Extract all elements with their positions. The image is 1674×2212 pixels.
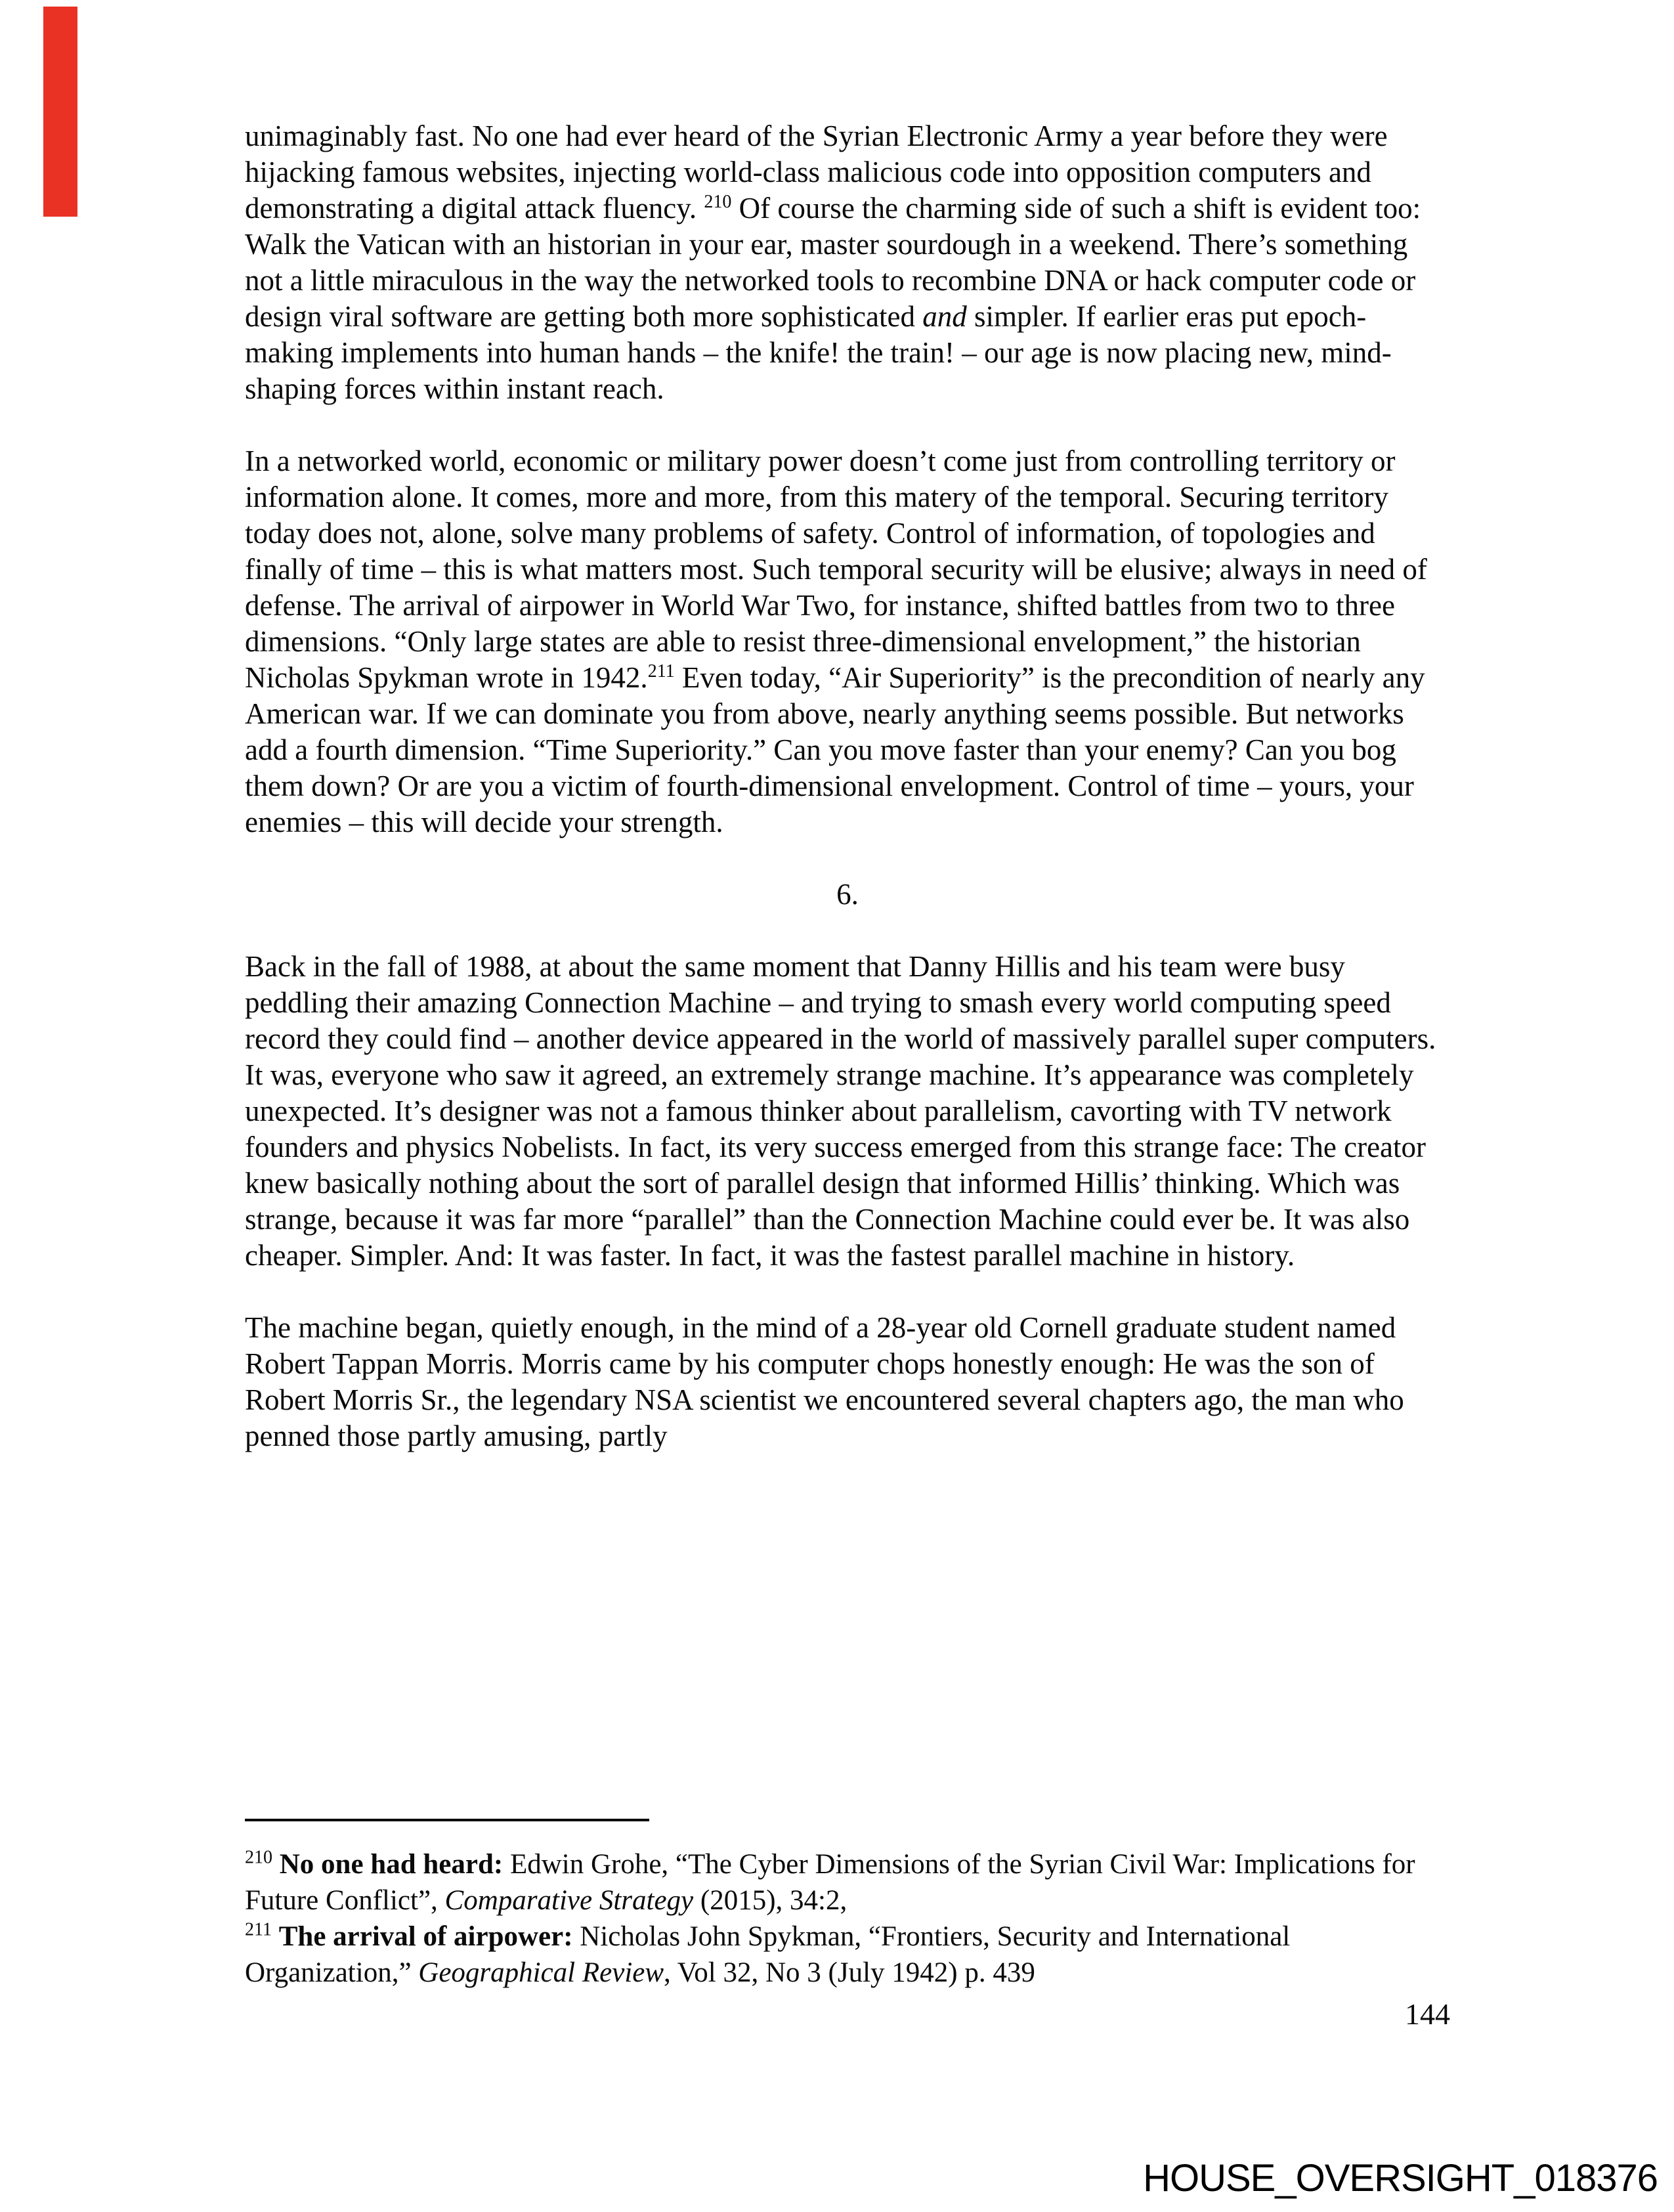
footnote-ref: 210: [704, 192, 732, 212]
text-run: (2015), 34:2,: [693, 1885, 848, 1916]
text-run: Comparative Strategy: [444, 1885, 694, 1916]
text-run: Back in the fall of 1988, at about the same moment that Danny Hillis and his team were busy peddling their amazing Connection Machine – and trying to smash every world computing speed record they could find – another device appeared in the world of massively parallel super computers. It was, everyone who saw it agreed, an extremely strange machine. It’s appearance was completely unexpected. It’s designer was not a famous thinker about parallelism, cavorting with TV network founders and physics Nobelists. In fact, its very success emerged from this strange face: The creator knew basically nothing about the sort of parallel design that informed Hillis’ thinking. Which was strange, because it was far more “parallel” than the Connection Machine could ever be. It was also cheaper. Simpler. And: It was faster. In fact, it was the fastest parallel machine in history.: [245, 950, 1436, 1272]
text-run: The machine began, quietly enough, in the mind of a 28-year old Cornell graduate student named Robert Tappan Morris. Morris came by his computer chops honestly enough: He was the son of Robert Morris Sr., the legendary NSA scientist we encountered several chapters ago, the man who penned those partly amusing, partly: [245, 1311, 1404, 1452]
footnote: [245, 1846, 1450, 1919]
footnotes: [245, 1846, 1450, 1991]
text-run: In a networked world, economic or military power doesn’t come just from controlling territory or information alone. It comes, more and more, from this matery of the temporal. Securing territory today does not, alone, solve many problems of safety. Control of information, of topologies and finally of time – this is what matters most. Such temporal security will be elusive; always in need of defense. The arrival of airpower in World War Two, for instance, shifted battles from two to three dimensions. “Only large states are able to resist three-dimensional envelopment,” the historian Nicholas Spykman wrote in 1942.: [245, 445, 1427, 694]
body-text: [245, 118, 1450, 1490]
paragraph: [245, 443, 1450, 840]
footnote-ref: 211: [245, 1919, 272, 1940]
text-run: [272, 1921, 279, 1952]
section-heading: 6.: [836, 878, 859, 911]
text-run: Even today, “Air Superiority” is the precondition of nearly any American war. If we can dominate you from above, nearly anything seems possible. But networks add a fourth dimension. “Time Superiority.” Can you move faster than your enemy? Can you bog them down? Or are you a victim of fourth-dimensional envelopment. Control of time – yours, your enemies – this will decide your strength.: [245, 661, 1425, 838]
footnote-separator: [245, 1819, 649, 1821]
footnote: [245, 1919, 1450, 1991]
text-run: [272, 1849, 280, 1880]
paragraph: [245, 1310, 1450, 1454]
footnote-ref: 211: [647, 661, 675, 682]
text-run: , Vol 32, No 3 (July 1942) p. 439: [664, 1957, 1035, 1988]
footnote-ref: 210: [245, 1847, 272, 1868]
text-run: Of course the charming side of such a shift is evident too: Walk the Vatican with an historian in your ear, master sourdough in a weekend. There’s something not a little miraculous in the way the networked tools to recombine DNA or hack computer code or design viral software are getting both more sophisticated: [245, 192, 1421, 333]
text-run: Edwin Grohe, “The Cyber Dimensions of the Syrian Civil War: Implications for Future Conflict”,: [245, 1849, 1415, 1916]
text-run: The arrival of airpower:: [278, 1921, 573, 1952]
text-run: simpler. If earlier eras put epoch-making implements into human hands – the knife! the train! – our age is now placing new, mind-shaping forces within instant reach.: [245, 300, 1392, 405]
page-number: 144: [1405, 1997, 1450, 2031]
text-run: No one had heard:: [279, 1849, 504, 1880]
paragraph: [245, 949, 1450, 1274]
text-run: Geographical Review: [418, 1957, 664, 1988]
text-run: and: [922, 300, 967, 333]
text-run: Nicholas John Spykman, “Frontiers, Security and International Organization,”: [245, 1921, 1291, 1988]
text-run: unimaginably fast. No one had ever heard of the Syrian Electronic Army a year before they were hijacking famous websites, injecting world-class malicious code into opposition computers and demonstrating a digital attack fluency.: [245, 119, 1388, 225]
paragraph: [245, 118, 1450, 407]
red-margin-marker: [43, 7, 77, 217]
footnote-section: [245, 1819, 1450, 1991]
bates-stamp: HOUSE_OVERSIGHT_018376: [1143, 2157, 1658, 2200]
